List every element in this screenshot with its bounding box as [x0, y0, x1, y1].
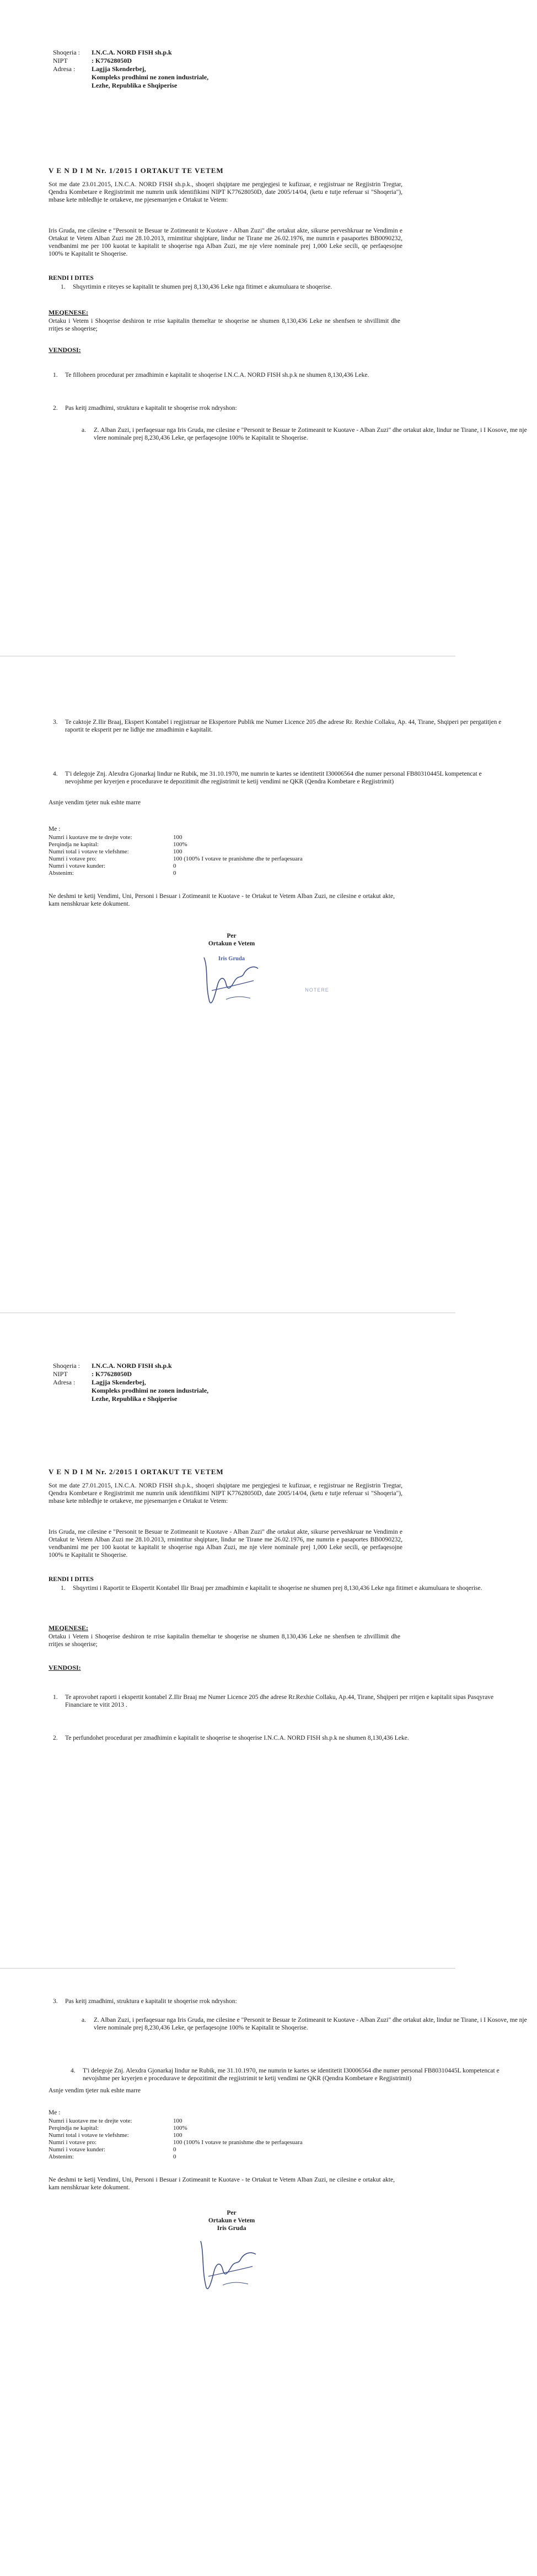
decision-item-1: 1. Te filloheen procedurat per zmadhimin e kapitalit te shoqerise I.N.C.A. NORD FISH sh.p.k ne shumen 8,130,436 Leke.	[53, 372, 369, 378]
signature-ortakun: Ortakun e Vetem	[208, 2217, 255, 2224]
decision-item-2a-text: Z. Alban Zuzi, i perfaqesuar nga Iris Gruda, me cilesine e "Personit te Besuar te Zotimeanit te Kuotave - Alban Zuzi" dhe ortakut akte, lindur ne Tirane, i I Kosove, me nje vlere nominale prej 8,230,436 Leke, qe perfaqesojne 100% te Kapitalit te Shoqerise.	[94, 427, 527, 441]
shoqeria-value: I.N.C.A. NORD FISH sh.p.k	[92, 48, 172, 56]
decision-item-3a-text: Z. Alban Zuzi, i perfaqesuar nga Iris Gruda, me cilesine e "Personit te Besuar te Zotimeanit te Kuotave - Alban Zuzi" dhe ortakut akte, lindur ne Tirane, i I Kosove, me nje vlere nominale prej 8,230,436 Leke, qe perfaqesojne 100% te Kapitalit te Shoqerise.	[94, 2017, 527, 2031]
votes-table	[49, 834, 339, 877]
attendee-text: Iris Gruda, me cilesine e "Personit te Besuar te Zotimeanit te Kuotave - Alban Zuzi" dhe ortakut akte, sikurse perveshkruar ne Vendimin e Ortakut te Vetem Alban Zuzi me 28.10.2013, rrnimtitur shqiptare, lindur ne Tirane me 26.02.1976, me numrin e pasaportes BB0090232, vendbanimi me per 100 kuotat te kapitalit te shoqerise nga Alban Zuzi, me nje vlere nominale prej 1,000 Leke secili, qe perfaqesojne 100% te Kapitalit te Shoqerise.	[49, 228, 402, 257]
votes-row: Numri total i votave te vlefshme: 100	[49, 848, 182, 855]
vendosi-label: VENDOSI:	[49, 1664, 81, 1671]
document-page-4	[0, 1969, 527, 2576]
nipt-label: NIPT	[53, 57, 68, 64]
decision-item-2-text: Pas keitj zmadhimi, struktura e kapitalit te shoqerise rrok ndryshon:	[65, 405, 237, 412]
votes-row: Numri i votave kunder: 0	[49, 2146, 176, 2153]
adresa-line-2: Kompleks prodhimi ne zonen industriale,	[92, 1387, 209, 1394]
signature-name: Iris Gruda	[217, 2225, 246, 2232]
votes-row: Numri total i votave te vlefshme: 100	[49, 2132, 182, 2139]
adresa-line-1: Lagjja Skenderbej,	[92, 65, 146, 73]
meqenese-text: Ortaku i Vetem i Shoqerise deshiron te rrise kapitalin themeltar te shoqerise ne shumen 8,130,436 Leke ne shenfsen te shvillimit dhe rritjes se shoqerise;	[49, 318, 400, 332]
decision-item-1-text: Te filloheen procedurat per zmadhimin e kapitalit te shoqerise I.N.C.A. NORD FISH sh.p.k ne shumen 8,130,436 Leke.	[65, 372, 369, 378]
decision-item-3-text: Te caktoje Z.Ilir Braaj, Ekspert Kontabel i regjistruar ne Ekspertore Publik me Numer Licence 205 dhe adrese Rr. Rexhie Collaku, Ap. 44, Tirane, Shqiperi per pergatitjen e raportit te eksperit per ne lidhje me zmadhimin e kapitalit.	[65, 719, 502, 733]
nipt-value: : K77628050D	[92, 57, 132, 64]
shoqeria-value: I.N.C.A. NORD FISH sh.p.k	[92, 1362, 172, 1370]
shoqeria-label: Shoqeria :	[53, 48, 80, 56]
agenda-label: RENDI I DITES	[49, 1576, 94, 1583]
intro-paragraph: Sot me date 23.01.2015, I.N.C.A. NORD FISH sh.p.k., shoqeri shqiptare me pergjegjesi te kufizuar, e regjistruar ne Regjistrin Tregtar, Qendra Kombetare e Regjistrimit me numrin unik identifikimi NIPT K77628050D, date 2005/14/04, (ketu e tutje referuar si "Shoqeria"), mbase kete mbledhje te ortakeve, me pjesemarrjen e Ortakut te Vetem:	[49, 181, 402, 203]
agenda-item-1: 1. Shqyrtimi i Raportit te Ekspertit Kontabel Ilir Braaj per zmadhimin e kapitalit te shoqerise ne shumen prej 8,130,436 Leke nga fitimet e akumuluara te shoqerise.	[61, 1585, 482, 1592]
votes-row: Abstenim: 0	[49, 2153, 176, 2160]
votes-row: Numri i votave pro: 100 (100% I votave te pranishme dhe te perfaqesuara	[49, 856, 303, 862]
handwritten-signature	[187, 2237, 270, 2297]
closing-note: Asnje vendim tjeter nuk eshte marre	[49, 2087, 141, 2094]
shoqeria-label: Shoqeria :	[53, 1362, 80, 1370]
decision-item-3: 3. Pas keitj zmadhimi, struktura e kapitalit te shoqerise rrok ndryshon:	[53, 1998, 237, 2005]
capital-header: Me :	[49, 826, 61, 832]
meqenese-label: MEQENESE:	[49, 1624, 89, 1632]
company-header	[53, 48, 455, 90]
votes-row: Numri i votave kunder: 0	[49, 863, 176, 869]
decision-item-4-text: T'i delegoje Znj. Alexdra Gjonarkaj lindur ne Rubik, me 31.10.1970, me numrin te kartes se identitetit I30006564 dhe numer personal FB80310445L kompetencat e nevojshme per kryerjen e procedurave te depozitimit dhe regjistrimit te ketij vendimi ne QKR (Qendra Kombetare e Regjistrimit)	[83, 2068, 500, 2082]
nipt-value: : K77628050D	[92, 1370, 132, 1378]
decision-item-3: 3. Te caktoje Z.Ilir Braaj, Ekspert Kontabel i regjistruar ne Ekspertore Publik me Numer Licence 205 dhe adrese Rr. Rexhie Collaku, Ap. 44, Tirane, Shqiperi per pergatitjen e raportit te eksperit per ne lidhje me zmadhimin e kapitalit.	[53, 719, 502, 733]
agenda-item-1: 1. Shqyrtimin e riteyes se kapitalit te shumen prej 8,130,436 Leke nga fitimet e akumuluara te shoqerise.	[61, 284, 332, 290]
attendee-paragraph	[49, 227, 402, 258]
vendosi-label: VENDOSI:	[49, 346, 81, 354]
attendee-text: Iris Gruda, me cilesine e "Personit te Besuar te Zotimeanit te Kuotave - Alban Zuzi" dhe ortakut akte, sikurse perveshkruar ne Vendimin e Ortakut te Vetem Alban Zuzi me 28.10.2013, rrnimtitur shqiptare, lindur ne Tirane me 26.02.1976, me numrin e pasaportes BB0090232, vendbanimi me per 100 kuotat te kapitalit te shoqerise nga Alban Zuzi, me nje vlere nominale prej 1,000 Leke secili, qe perfaqesojne 100% te Kapitalit te Shoqerise.	[49, 1529, 402, 1558]
decision-item-3-text: Pas keitj zmadhimi, struktura e kapitalit te shoqerise rrok ndryshon:	[65, 1998, 237, 2005]
decision-item-3a: a. Z. Alban Zuzi, i perfaqesuar nga Iris Gruda, me cilesine e "Personit te Besuar te Zotimeanit te Kuotave - Alban Zuzi" dhe ortakut akte, lindur ne Tirane, i I Kosove, me nje vlere nominale prej 8,230,436 Leke, qe perfaqesojne 100% te Kapitalit te Shoqerise.	[82, 2017, 527, 2031]
agenda-item-1-text: Shqyrtimin e riteyes se kapitalit te shumen prej 8,130,436 Leke nga fitimet e akumuluara te shoqerise.	[73, 284, 332, 290]
attendee-paragraph	[49, 1528, 402, 1559]
decision-item-2a: a. Z. Alban Zuzi, i perfaqesuar nga Iris Gruda, me cilesine e "Personit te Besuar te Zotimeanit te Kuotave - Alban Zuzi" dhe ortakut akte, lindur ne Tirane, i I Kosove, me nje vlere nominale prej 8,230,436 Leke, qe perfaqesojne 100% te Kapitalit te Shoqerise.	[82, 427, 527, 441]
document-page-1	[0, 0, 527, 656]
decision-item-1: 1. Te aprovohet raporti i ekspertit kontabel Z.Ilir Braaj me Numer Licence 205 dhe adrese Rr.Rexhie Collaku, Ap.44, Tirane, Shqiperi per rritjen e kapitalit sipas Pasqyrave Financiare te vitit 2013 .	[53, 1694, 494, 1708]
final-statement: Ne deshmi te ketij Vendimi, Uni, Personi i Besuar i Zotimeanit te Kuotave - te Ortakut te Vetem Alban Zuzi, ne cilesine e ortakut akte, kam nenshkruar kete dokument.	[49, 893, 395, 907]
adresa-line-3: Lezhe, Republika e Shqiperise	[92, 1395, 178, 1403]
adresa-line-1: Lagjja Skenderbej,	[92, 1378, 146, 1386]
nipt-label: NIPT	[53, 1370, 68, 1378]
meqenese-text: Ortaku i Vetem i Shoqerise deshiron te rrise kapitalin themeltar te shoqerise ne shumen 8,130,436 Leke ne shenfsen te zhvillimit dhe rritjes se shoqerise;	[49, 1633, 400, 1648]
adresa-label: Adresa :	[53, 1378, 76, 1386]
document-page-2	[0, 657, 502, 1312]
votes-table	[49, 2118, 339, 2161]
notary-stamp: NOTERE	[305, 987, 329, 993]
decision-item-2: 2. Pas keitj zmadhimi, struktura e kapitalit te shoqerise rrok ndryshon:	[53, 405, 237, 412]
adresa-line-3: Lezhe, Republika e Shqiperise	[92, 82, 178, 89]
decision-item-2-text: Te perfundohet procedurat per zmadhimin e kapitalit te shoqerise te shoqerise I.N.C.A. NORD FISH sh.p.k ne shumen 8,130,436 Leke.	[65, 1735, 409, 1741]
company-header	[53, 1362, 455, 1403]
votes-row: Abstenim: 0	[49, 870, 176, 876]
decision-title: V E N D I M Nr. 1/2015 I ORTAKUT TE VETEM	[49, 166, 224, 175]
votes-row: Numri i votave pro: 100 (100% I votave te pranishme dhe te perfaqesuara	[49, 2139, 303, 2146]
signature-per: Per	[227, 933, 237, 939]
votes-row: Numri i kuotave me te drejte vote: 100	[49, 834, 182, 841]
decision-item-4: 4. T'i delegoje Znj. Alexdra Gjonarkaj lindur ne Rubik, me 31.10.1970, me numrin te kartes se identitetit I30006564 dhe numer personal FB80310445L kompetencat e nevojshme per kryerjen e procedurave te depozitimit dhe regjistrimit te ketij vendimi ne QKR (Qendra Kombetare e Regjistrimit)	[53, 771, 482, 785]
agenda-label: RENDI I DITES	[49, 275, 94, 282]
signature-ortakun: Ortakun e Vetem	[208, 940, 255, 947]
capital-header: Me :	[49, 2109, 61, 2116]
meqenese-label: MEQENESE:	[49, 309, 89, 316]
document-page-3	[0, 1313, 494, 1968]
intro-paragraph: Sot me date 27.01.2015, I.N.C.A. NORD FISH sh.p.k., shoqeri shqiptare me pergjegjesi te kufizuar, e regjistruar ne Regjistrin Tregtar, Qendra Kombetare e Regjistrimit me numrin unik identifikimi NIPT K77628050D, date 2005/14/04, (ketu e tutje referuar si "Shoqeria"), mbase kete mbledhje te ortakeve, me pjesemarrjen e Ortakut te Vetem:	[49, 1482, 402, 1505]
decision-item-2: 2. Te perfundohet procedurat per zmadhimin e kapitalit te shoqerise te shoqerise I.N.C.A. NORD FISH sh.p.k ne shumen 8,130,436 Leke.	[53, 1735, 409, 1741]
signature-block	[182, 2209, 281, 2232]
decision-item-1-text: Te aprovohet raporti i ekspertit kontabel Z.Ilir Braaj me Numer Licence 205 dhe adrese Rr.Rexhie Collaku, Ap.44, Tirane, Shqiperi per rritjen e kapitalit sipas Pasqyrave Financiare te vitit 2013 .	[65, 1694, 494, 1708]
decision-title: V E N D I M Nr. 2/2015 I ORTAKUT TE VETEM	[49, 1468, 224, 1476]
votes-row: Perqindja ne kapital: 100%	[49, 2125, 187, 2131]
final-statement: Ne deshmi te ketij Vendimi, Uni, Personi i Besuar i Zotimeanit te Kuotave - te Ortakut te Vetem Alban Zuzi, ne cilesine e ortakut akte, kam nenshkruar kete dokument.	[49, 2177, 395, 2191]
decision-item-4: 4. T'i delegoje Znj. Alexdra Gjonarkaj lindur ne Rubik, me 31.10.1970, me numrin te kartes se identitetit I30006564 dhe numer personal FB80310445L kompetencat e nevojshme per kryerjen e procedurave te depozitimit dhe regjistrimit te ketij vendimi ne QKR (Qendra Kombetare e Regjistrimit)	[71, 2068, 500, 2082]
closing-note: Asnje vendim tjeter nuk eshte marre	[49, 799, 141, 806]
signature-name: Iris Gruda	[218, 956, 245, 962]
votes-row: Perqindja ne kapital: 100%	[49, 841, 187, 848]
decision-item-4-text: T'i delegoje Znj. Alexdra Gjonarkaj lindur ne Rubik, me 31.10.1970, me numrin te kartes se identitetit I30006564 dhe numer personal FB80310445L kompetencat e nevojshme per kryerjen e procedurave te depozitimit dhe regjistrimit te ketij vendimi ne QKR (Qendra Kombetare e Regjistrimit)	[65, 771, 482, 785]
adresa-line-2: Kompleks prodhimi ne zonen industriale,	[92, 73, 209, 81]
handwritten-signature	[193, 952, 270, 1013]
votes-row: Numri i kuotave me te drejte vote: 100	[49, 2118, 182, 2124]
agenda-item-1-text: Shqyrtimi i Raportit te Ekspertit Kontabel Ilir Braaj per zmadhimin e kapitalit te shoqerise ne shumen prej 8,130,436 Leke nga fitimet e akumuluara te shoqerise.	[73, 1585, 482, 1592]
signature-per: Per	[227, 2210, 237, 2216]
adresa-label: Adresa :	[53, 65, 76, 73]
